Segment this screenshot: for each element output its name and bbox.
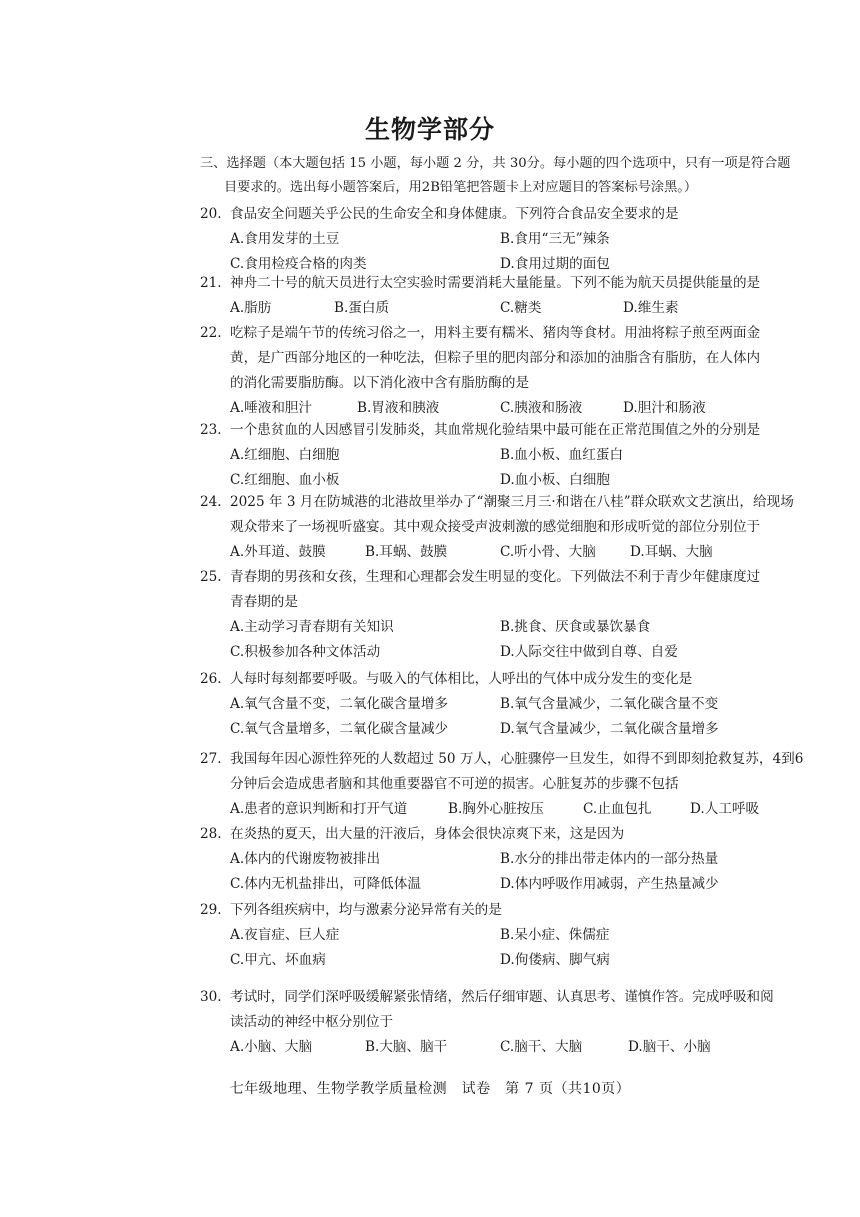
- option-a: A.患者的意识判断和打开气道: [230, 801, 408, 817]
- question-number: 26.: [200, 671, 222, 687]
- options-row: [200, 717, 780, 742]
- question-stem-continuation: 观众带来了一场视听盛宴。其中观众接受声波刺激的感觉细胞和形成听觉的部位分别位于: [230, 519, 761, 535]
- question-stem-text: 下列各组疾病中，均与激素分泌异常有关的是: [230, 902, 502, 918]
- option-b: B.大脑、脑干: [365, 1039, 448, 1055]
- page-title: 生物学部分: [364, 115, 495, 144]
- option-a: A.外耳道、鼓膜: [230, 544, 326, 560]
- option-b: B.水分的排出带走体内的一部分热量: [500, 851, 719, 867]
- option-b: B.呆小症、侏儒症: [500, 927, 610, 943]
- option-c: C.氧气含量增多，二氧化碳含量减少: [230, 721, 449, 737]
- question-stem-text: 吃粽子是端午节的传统习俗之一，用料主要有糯米、猪肉等食材。用油将粽子煎至两面金: [230, 325, 761, 341]
- option-a: A.主动学习青春期有关知识: [230, 619, 394, 635]
- option-c: C.红细胞、血小板: [230, 472, 340, 488]
- option-d: D.人工呼吸: [690, 801, 760, 817]
- question-number: 30.: [200, 989, 222, 1005]
- page-footer: 七年级地理、生物学教学质量检测 试卷 第 7 页（共10页）: [229, 1081, 631, 1097]
- question-stem-text: 在炎热的夏天，出大量的汗液后，身体会很快凉爽下来，这是因为: [230, 826, 625, 842]
- option-d: D.氧气含量减少，二氧化碳含量增多: [500, 721, 719, 737]
- option-d: D.脑干、小脑: [628, 1039, 711, 1055]
- option-c: C.食用检疫合格的肉类: [230, 256, 367, 272]
- option-c: C.胰液和肠液: [500, 400, 583, 416]
- question-stem: [200, 747, 804, 772]
- question-number: 25.: [200, 569, 222, 585]
- option-a: A.脂肪: [230, 300, 272, 316]
- option-a: A.氧气含量不变，二氧化碳含量增多: [230, 696, 449, 712]
- question-stem-text: 青春期的男孩和女孩，生理和心理都会发生明显的变化。下列做法不利于青少年健康度过: [230, 569, 761, 585]
- option-c: C.甲亢、坏血病: [230, 952, 326, 968]
- option-b: B.挑食、厌食或暴饮暴食: [500, 619, 651, 635]
- question-stem-continuation: 青春期的是: [230, 594, 298, 610]
- option-b: B.食用“三无”辣条: [500, 231, 610, 247]
- question-27: [200, 747, 804, 822]
- options-row: [200, 540, 780, 565]
- options-row: [200, 847, 780, 872]
- options-row: [200, 797, 780, 822]
- question-number: 21.: [200, 275, 222, 291]
- question-number: 29.: [200, 902, 222, 918]
- option-b: B.血小板、血红蛋白: [500, 447, 624, 463]
- question-stem: [200, 418, 780, 443]
- option-c: C.止血包扎: [583, 801, 652, 817]
- question-stem-continuation: 分钟后会造成患者脑和其他重要器官不可逆的损害。心脏复苏的步骤不包括: [230, 776, 679, 792]
- question-stem: [200, 565, 780, 590]
- options-row: [200, 443, 780, 468]
- options-row: [200, 640, 780, 665]
- option-d: D.体内呼吸作用减弱，产生热量减少: [500, 876, 719, 892]
- question-stem-text: 我国每年因心源性猝死的人数超过 50 万人，心脏骤停一旦发生，如得不到即刻抢救复苏，4到6: [230, 751, 804, 767]
- option-c: C.体内无机盐排出，可降低体温: [230, 876, 421, 892]
- question-stem: [200, 822, 780, 847]
- question-stem-continuation: 的消化需要脂肪酶。以下消化液中含有脂肪酶的是: [230, 375, 530, 391]
- question-25: [200, 565, 780, 665]
- option-a: A.小脑、大脑: [230, 1039, 313, 1055]
- question-stem-continuation: 黄，是广西部分地区的一种吃法，但粽子里的肥肉部分和添加的油脂含有脂肪，在人体内: [230, 350, 761, 366]
- question-stem-text: 神舟二十号的航天员进行太空实验时需要消耗大量能量。下列不能为航天员提供能量的是: [230, 275, 761, 291]
- question-stem-text: 考试时，同学们深呼吸缓解紧张情绪，然后仔细审题、认真思考、谨慎作答。完成呼吸和阅: [230, 989, 774, 1005]
- question-30: [200, 985, 780, 1060]
- option-d: D.血小板、白细胞: [500, 472, 610, 488]
- question-number: 22.: [200, 325, 222, 341]
- question-number: 28.: [200, 826, 222, 842]
- question-stem-continuation: 读活动的神经中枢分别位于: [230, 1014, 394, 1030]
- option-a: A.体内的代谢废物被排出: [230, 851, 381, 867]
- question-stem: [200, 985, 780, 1010]
- option-d: D.人际交往中做到自尊、自爱: [500, 644, 678, 660]
- section-line-1: 三、选择题（本大题包括 15 小题，每小题 2 分，共 30分。每小题的四个选项中，只有一项是符合题: [200, 156, 791, 171]
- option-a: A.夜盲症、巨人症: [230, 927, 340, 943]
- options-row: [200, 872, 780, 897]
- question-stem: [200, 898, 780, 923]
- option-c: C.糖类: [500, 300, 542, 316]
- option-c: C.积极参加各种文体活动: [230, 644, 381, 660]
- question-number: 24.: [200, 494, 222, 510]
- option-b: B.蛋白质: [334, 300, 390, 316]
- question-21: [200, 271, 780, 321]
- option-b: B.胃液和胰液: [357, 400, 440, 416]
- options-row: [200, 615, 780, 640]
- options-row: [200, 296, 780, 321]
- question-26: [200, 667, 780, 742]
- question-20: [200, 202, 780, 277]
- option-b: B.耳蜗、鼓膜: [365, 544, 448, 560]
- option-a: A.食用发芽的土豆: [230, 231, 340, 247]
- section-instructions: [200, 152, 791, 200]
- options-row: [200, 227, 780, 252]
- option-d: D.佝偻病、脚气病: [500, 952, 610, 968]
- question-28: [200, 822, 780, 897]
- question-stem: [200, 202, 780, 227]
- option-d: D.耳蜗、大脑: [630, 544, 713, 560]
- option-a: A.唾液和胆汁: [230, 400, 313, 416]
- section-line-2: 目要求的。选出每小题答案后，用2B铅笔把答题卡上对应题目的答案标号涂黑。）: [224, 180, 698, 195]
- option-c: C.听小骨、大脑: [500, 544, 596, 560]
- question-22: [200, 321, 780, 421]
- question-stem: [200, 271, 780, 296]
- option-d: D.食用过期的面包: [500, 256, 610, 272]
- question-29: [200, 898, 780, 973]
- question-number: 23.: [200, 422, 222, 438]
- question-stem: [200, 490, 794, 515]
- question-stem-text: 食品安全问题关乎公民的生命安全和身体健康。下列符合食品安全要求的是: [230, 206, 679, 222]
- options-row: [200, 923, 780, 948]
- question-stem: [200, 321, 780, 346]
- question-number: 20.: [200, 206, 222, 222]
- question-stem-text: 2025 年 3 月在防城港的北港故里举办了“潮聚三月三·和谐在八桂”群众联欢文艺演出，给现场: [230, 494, 794, 510]
- option-b: B.氧气含量减少，二氧化碳含量不变: [500, 696, 719, 712]
- question-stem-text: 人每时每刻都要呼吸。与吸入的气体相比，人呼出的气体中成分发生的变化是: [230, 671, 693, 687]
- options-row: [200, 692, 780, 717]
- question-stem: [200, 667, 780, 692]
- option-b: B.胸外心脏按压: [448, 801, 544, 817]
- question-23: [200, 418, 780, 493]
- options-row: [200, 1035, 780, 1060]
- option-d: D.胆汁和肠液: [623, 400, 706, 416]
- question-24: [200, 490, 794, 565]
- question-number: 27.: [200, 751, 222, 767]
- question-stem-text: 一个患贫血的人因感冒引发肺炎，其血常规化验结果中最可能在正常范围值之外的分别是: [230, 422, 761, 438]
- option-d: D.维生素: [623, 300, 679, 316]
- options-row: [200, 948, 780, 973]
- option-a: A.红细胞、白细胞: [230, 447, 340, 463]
- option-c: C.脑干、大脑: [500, 1039, 583, 1055]
